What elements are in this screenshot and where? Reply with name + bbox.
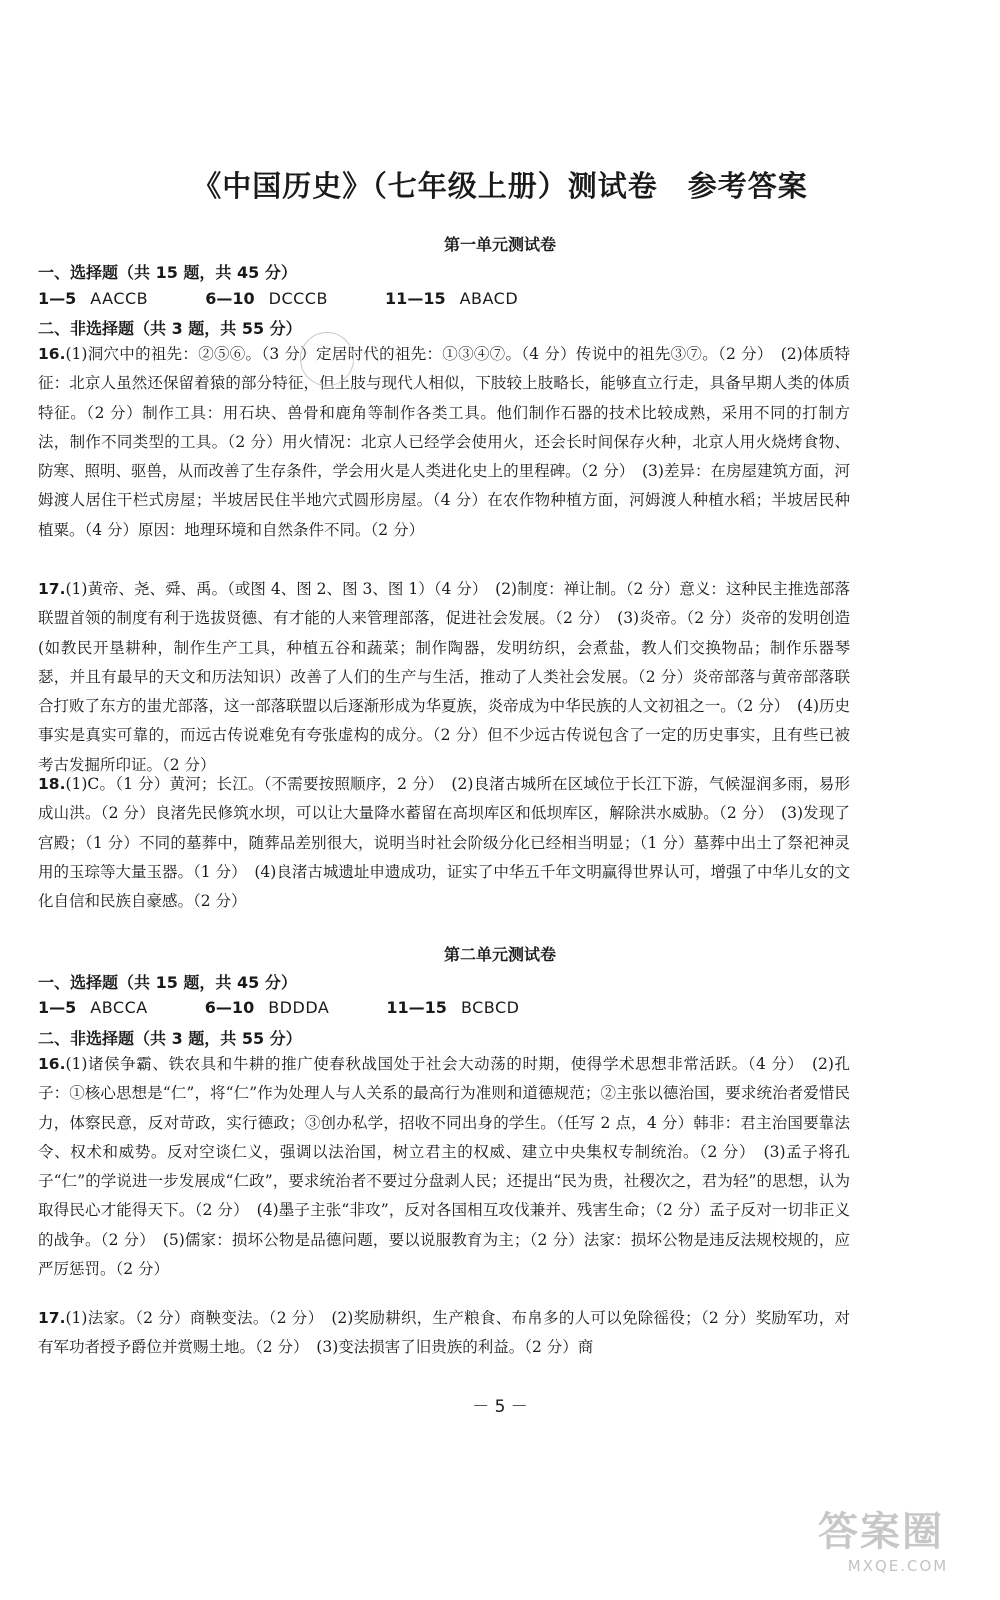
watermark-site: MXQE.COM — [847, 1557, 949, 1575]
unit1-q17-answer — [38, 575, 850, 780]
document-title: 《中国历史》（七年级上册）测试卷 参考答案 — [192, 169, 808, 203]
answer-value: AACCB — [90, 289, 149, 308]
unit1-choice-answers — [38, 289, 570, 308]
question-number: 17. — [38, 580, 66, 598]
unit2-title: 第二单元测试卷 — [443, 945, 556, 964]
unit1-q18-answer — [38, 770, 850, 916]
unit1-title: 第一单元测试卷 — [443, 235, 556, 254]
unit2-choice-answers — [38, 998, 572, 1017]
answer-range: 11—15 — [385, 289, 446, 308]
unit2-section-nonchoice: 二、非选择题（共 3 题，共 55 分） — [38, 1029, 302, 1048]
answer-value: BDDDA — [268, 998, 330, 1017]
answer-range: 11—15 — [386, 998, 447, 1017]
answer-value: ABCCA — [90, 998, 148, 1017]
answer-range: 6—10 — [205, 289, 255, 308]
answer-range: 6—10 — [204, 998, 255, 1017]
question-number: 16. — [38, 345, 66, 363]
unit2-section-choice: 一、选择题（共 15 题，共 45 分） — [38, 973, 297, 992]
faint-stamp-icon — [300, 332, 354, 386]
unit1-q16-answer — [38, 340, 850, 545]
question-number: 17. — [38, 1309, 66, 1327]
answer-text: (1)C。（1 分）黄河；长江。（不需要按照顺序，2 分） (2)良渚古城所在区域位于长江下游，气候湿润多雨，易形成山洪。（2 分）良渚先民修筑水坝，可以让大量降水蓄留在高坝库区和低坝库区，解除洪水威胁。（2 分） (3)发现了宫殿；（1 分）不同的墓葬中，随葬品差别很大，说明当时社会阶级分化已经相当明显；（1 分）墓葬中出土了祭祀神灵用的玉琮等大量玉器。（1 分） (4)良渚古城遗址申遗成功，证实了中华五千年文明赢得世界认可，增强了中华儿女的文化自信和民族自豪感。（2 分） — [38, 775, 850, 911]
question-number: 16. — [38, 1055, 66, 1073]
watermark-logo — [818, 1500, 978, 1575]
answer-value: BCBCD — [460, 998, 520, 1017]
answer-text: (1)法家。（2 分）商鞅变法。（2 分） (2)奖励耕织，生产粮食、布帛多的人可以免除徭役；（2 分）奖励军功，对有军功者授予爵位并赏赐土地。（2 分） (3)变法损害了旧贵族的利益。（2 分）商 — [38, 1309, 850, 1357]
answer-value: DCCCB — [268, 289, 328, 308]
page-number: － 5 － — [472, 1397, 528, 1417]
answer-range: 1—5 — [38, 998, 77, 1017]
answer-text: (1)黄帝、尧、舜、禹。（或图 4、图 2、图 3、图 1）（4 分） (2)制度：禅让制。（2 分）意义：这种民主推选部落联盟首领的制度有利于选拔贤德、有才能的人来管理部落，促进社会发展。（2 分） (3)炎帝。（2 分）炎帝的发明创造(如教民开垦耕种，制作生产工具，种植五谷和蔬菜；制作陶器，发明纺织，会煮盐，教人们交换物品；制作乐器琴瑟，并且有最早的天文和历法知识）改善了人们的生产与生活，推动了人类社会发展。（2 分）炎帝部落与黄帝部落联合打败了东方的蚩尤部落，这一部落联盟以后逐渐形成为华夏族，炎帝成为中华民族的人文初祖之一。（2 分） (4)历史事实是真实可靠的，而远古传说难免有夸张虚构的成分。（2 分）但不少远古传说包含了一定的历史事实，且有些已被考古发掘所印证。（2 分） — [38, 580, 850, 774]
unit1-section-nonchoice: 二、非选择题（共 3 题，共 55 分） — [38, 319, 302, 338]
answer-text: (1)洞穴中的祖先：②⑤⑥。（3 分）定居时代的祖先：①③④⑦。（4 分）传说中的祖先③⑦。（2 分） (2)体质特征：北京人虽然还保留着猿的部分特征，但上肢与现代人相似，下肢较上肢略长，能够直立行走，具备早期人类的体质特征。（2 分）制作工具：用石块、兽骨和鹿角等制作各类工具。他们制作石器的技术比较成熟，采用不同的打制方法，制作不同类型的工具。（2 分）用火情况：北京人已经学会使用火，还会长时间保存火种，北京人用火烧烤食物、防寒、照明、驱兽，从而改善了生存条件，学会用火是人类进化史上的里程碑。（2 分） (3)差异：在房屋建筑方面，河姆渡人居住干栏式房屋；半坡居民住半地穴式圆形房屋。（4 分）在农作物种植方面，河姆渡人种植水稻；半坡居民种植粟。（4 分）原因：地理环境和自然条件不同。（2 分） — [38, 345, 850, 539]
unit2-q16-answer — [38, 1050, 850, 1284]
unit1-section-choice: 一、选择题（共 15 题，共 45 分） — [38, 263, 297, 282]
question-number: 18. — [38, 775, 66, 793]
answer-text: (1)诸侯争霸、铁农具和牛耕的推广使春秋战国处于社会大动荡的时期，使得学术思想非常活跃。（4 分） (2)孔子：①核心思想是“仁”，将“仁”作为处理人与人关系的最高行为准则和道德规范；②主张以德治国，要求统治者爱惜民力，体察民意，反对苛政，实行德政；③创办私学，招收不同出身的学生。（任写 2 点，4 分）韩非：君主治国要靠法令、权术和威势。反对空谈仁义，强调以法治国，树立君主的权威、建立中央集权专制统治。（2 分） (3)孟子将孔子“仁”的学说进一步发展成“仁政”，要求统治者不要过分盘剥人民；还提出“民为贵，社稷次之，君为轻”的思想，认为取得民心才能得天下。（2 分） (4)墨子主张“非攻”，反对各国相互攻伐兼并、残害生命；（2 分）孟子反对一切非正义的战争。（2 分） (5)儒家：损坏公物是品德问题，要以说服教育为主；（2 分）法家：损坏公物是违反法规校规的，应严厉惩罚。（2 分） — [38, 1055, 850, 1279]
watermark-logo-text: 答案圈 — [818, 1509, 944, 1555]
answer-range: 1—5 — [38, 289, 77, 308]
answer-value: ABACD — [459, 289, 519, 308]
unit2-q17-answer — [38, 1304, 850, 1363]
